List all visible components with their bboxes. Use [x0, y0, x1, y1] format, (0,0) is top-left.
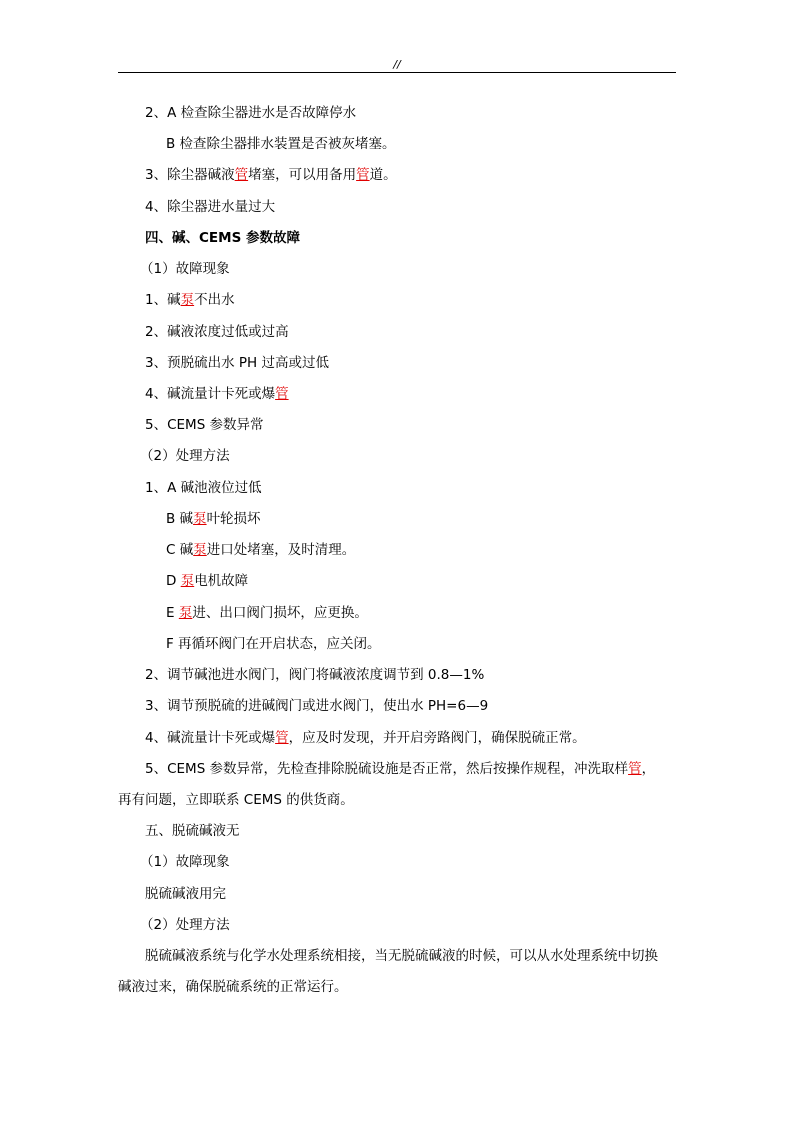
text-line: 4、除尘器进水量过大 — [145, 199, 276, 215]
section-heading: 五、脱硫碱液无 — [145, 823, 240, 839]
text-line: 脱硫碱液系统与化学水处理系统相接，当无脱硫碱液的时候，可以从水处理系统中切换 — [145, 948, 658, 964]
text-line: 碱液过来，确保脱硫系统的正常运行。 — [118, 979, 348, 995]
text-line: 1、碱泵不出水 — [145, 292, 235, 308]
text-line: 3、调节预脱硫的进碱阀门或进水阀门，使出水 PH=6—9 — [145, 698, 489, 714]
text-line: 2、碱液浓度过低或过高 — [145, 324, 289, 340]
text-line: 脱硫碱液用完 — [145, 886, 226, 902]
highlighted-char: 泵 — [180, 292, 195, 308]
section-heading: 四、碱、CEMS 参数故障 — [145, 230, 300, 246]
text-line: 5、CEMS 参数异常 — [145, 417, 264, 433]
text-line: 2、A 检查除尘器进水是否故障停水 — [145, 105, 357, 121]
highlighted-char: 管 — [356, 167, 370, 183]
highlighted-char: 管 — [275, 386, 289, 402]
subsection-heading: （2）处理方法 — [140, 448, 230, 464]
page-header-mark: // — [393, 58, 401, 71]
highlighted-char: 泵 — [193, 542, 207, 558]
text-line: 4、碱流量计卡死或爆管，应及时发现，并开启旁路阀门，确保脱硫正常。 — [145, 730, 586, 746]
text-line: C 碱泵进口处堵塞，及时清理。 — [166, 542, 356, 558]
highlighted-char: 泵 — [180, 573, 195, 589]
subsection-heading: （2）处理方法 — [140, 917, 230, 933]
text-line: 3、除尘器碱液管堵塞，可以用备用管道。 — [145, 167, 397, 183]
header-rule — [118, 72, 676, 73]
subsection-heading: （1）故障现象 — [140, 261, 230, 277]
text-line: B 检查除尘器排水装置是否被灰堵塞。 — [166, 136, 396, 152]
highlighted-char: 泵 — [178, 605, 193, 621]
text-line: 5、CEMS 参数异常，先检查排除脱硫设施是否正常，然后按操作规程，冲洗取样管， — [145, 761, 656, 777]
text-line: 再有问题，立即联系 CEMS 的供货商。 — [118, 792, 354, 808]
text-line: E 泵进、出口阀门损坏，应更换。 — [166, 605, 368, 621]
text-line: F 再循环阀门在开启状态，应关闭。 — [166, 636, 381, 652]
subsection-heading: （1）故障现象 — [140, 854, 230, 870]
text-line: 4、碱流量计卡死或爆管 — [145, 386, 289, 402]
text-line: 2、调节碱池进水阀门，阀门将碱液浓度调节到 0.8—1% — [145, 667, 485, 683]
text-line: B 碱泵叶轮损坏 — [166, 511, 261, 527]
highlighted-char: 管 — [234, 167, 249, 183]
highlighted-char: 管 — [275, 730, 289, 746]
highlighted-char: 泵 — [193, 511, 207, 527]
highlighted-char: 管 — [628, 761, 642, 777]
text-line: D 泵电机故障 — [166, 573, 249, 589]
text-line: 1、A 碱池液位过低 — [145, 480, 262, 496]
text-line: 3、预脱硫出水 PH 过高或过低 — [145, 355, 329, 371]
